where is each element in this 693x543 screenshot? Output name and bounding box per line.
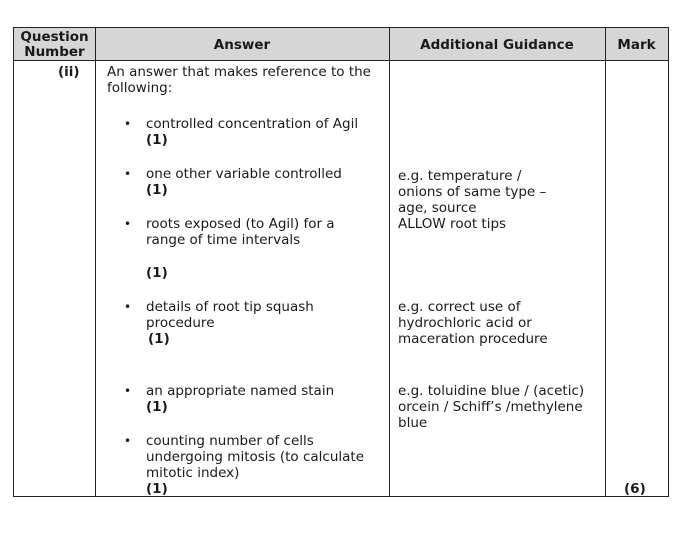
answer-point-1-mark: (1): [146, 132, 168, 148]
bullet-icon: •: [124, 300, 132, 314]
guidance-1-line1: e.g. temperature /: [398, 168, 522, 184]
total-mark: (6): [624, 481, 646, 497]
bullet-icon: •: [124, 434, 132, 448]
bullet-icon: •: [124, 167, 132, 181]
header-answer: Answer: [213, 37, 271, 53]
answer-point-6-mark: (1): [146, 481, 168, 497]
answer-point-4-text-line2: procedure: [146, 315, 215, 331]
guidance-3-line1: e.g. toluidine blue / (acetic): [398, 383, 585, 399]
answer-point-5-mark: (1): [146, 399, 168, 415]
answer-point-5-text: an appropriate named stain: [146, 383, 335, 399]
answer-point-3-mark: (1): [146, 265, 168, 281]
guidance-3-line2: orcein / Schiff’s /methylene: [398, 399, 583, 415]
answer-point-4-mark: (1): [148, 331, 170, 347]
column-divider: [389, 28, 390, 496]
mark-scheme-table: [13, 27, 669, 497]
header-question-line1: Question: [20, 29, 89, 45]
header-additional-guidance: Additional Guidance: [420, 37, 574, 53]
answer-point-1-text: controlled concentration of Agil: [146, 116, 359, 132]
answer-point-4-text-line1: details of root tip squash: [146, 299, 314, 315]
answer-point-6-text-line2: undergoing mitosis (to calculate: [146, 449, 365, 465]
column-divider: [605, 28, 606, 496]
guidance-1-line2: onions of same type –: [398, 184, 547, 200]
answer-point-6-text-line3: mitotic index): [146, 465, 240, 481]
guidance-1-line3: age, source: [398, 200, 477, 216]
guidance-1-line4: ALLOW root tips: [398, 216, 507, 232]
answer-point-2-mark: (1): [146, 182, 168, 198]
bullet-icon: •: [124, 217, 132, 231]
guidance-2-line2: hydrochloric acid or: [398, 315, 532, 331]
answer-point-2-text: one other variable controlled: [146, 166, 342, 182]
answer-point-6-text-line1: counting number of cells: [146, 433, 314, 449]
header-question-number: [14, 30, 95, 60]
bullet-icon: •: [124, 384, 132, 398]
answer-intro-line2: following:: [107, 80, 173, 96]
answer-intro-line1: An answer that makes reference to the: [107, 64, 371, 80]
answer-point-3-text-line2: range of time intervals: [146, 232, 301, 248]
answer-point-3-text-line1: roots exposed (to Agil) for a: [146, 216, 335, 232]
guidance-2-line3: maceration procedure: [398, 331, 548, 347]
guidance-2-line1: e.g. correct use of: [398, 299, 521, 315]
header-mark: Mark: [617, 37, 656, 53]
question-number: (ii): [58, 64, 80, 80]
bullet-icon: •: [124, 117, 132, 131]
guidance-3-line3: blue: [398, 415, 428, 431]
column-divider: [95, 28, 96, 496]
header-question-line2: Number: [24, 44, 85, 60]
